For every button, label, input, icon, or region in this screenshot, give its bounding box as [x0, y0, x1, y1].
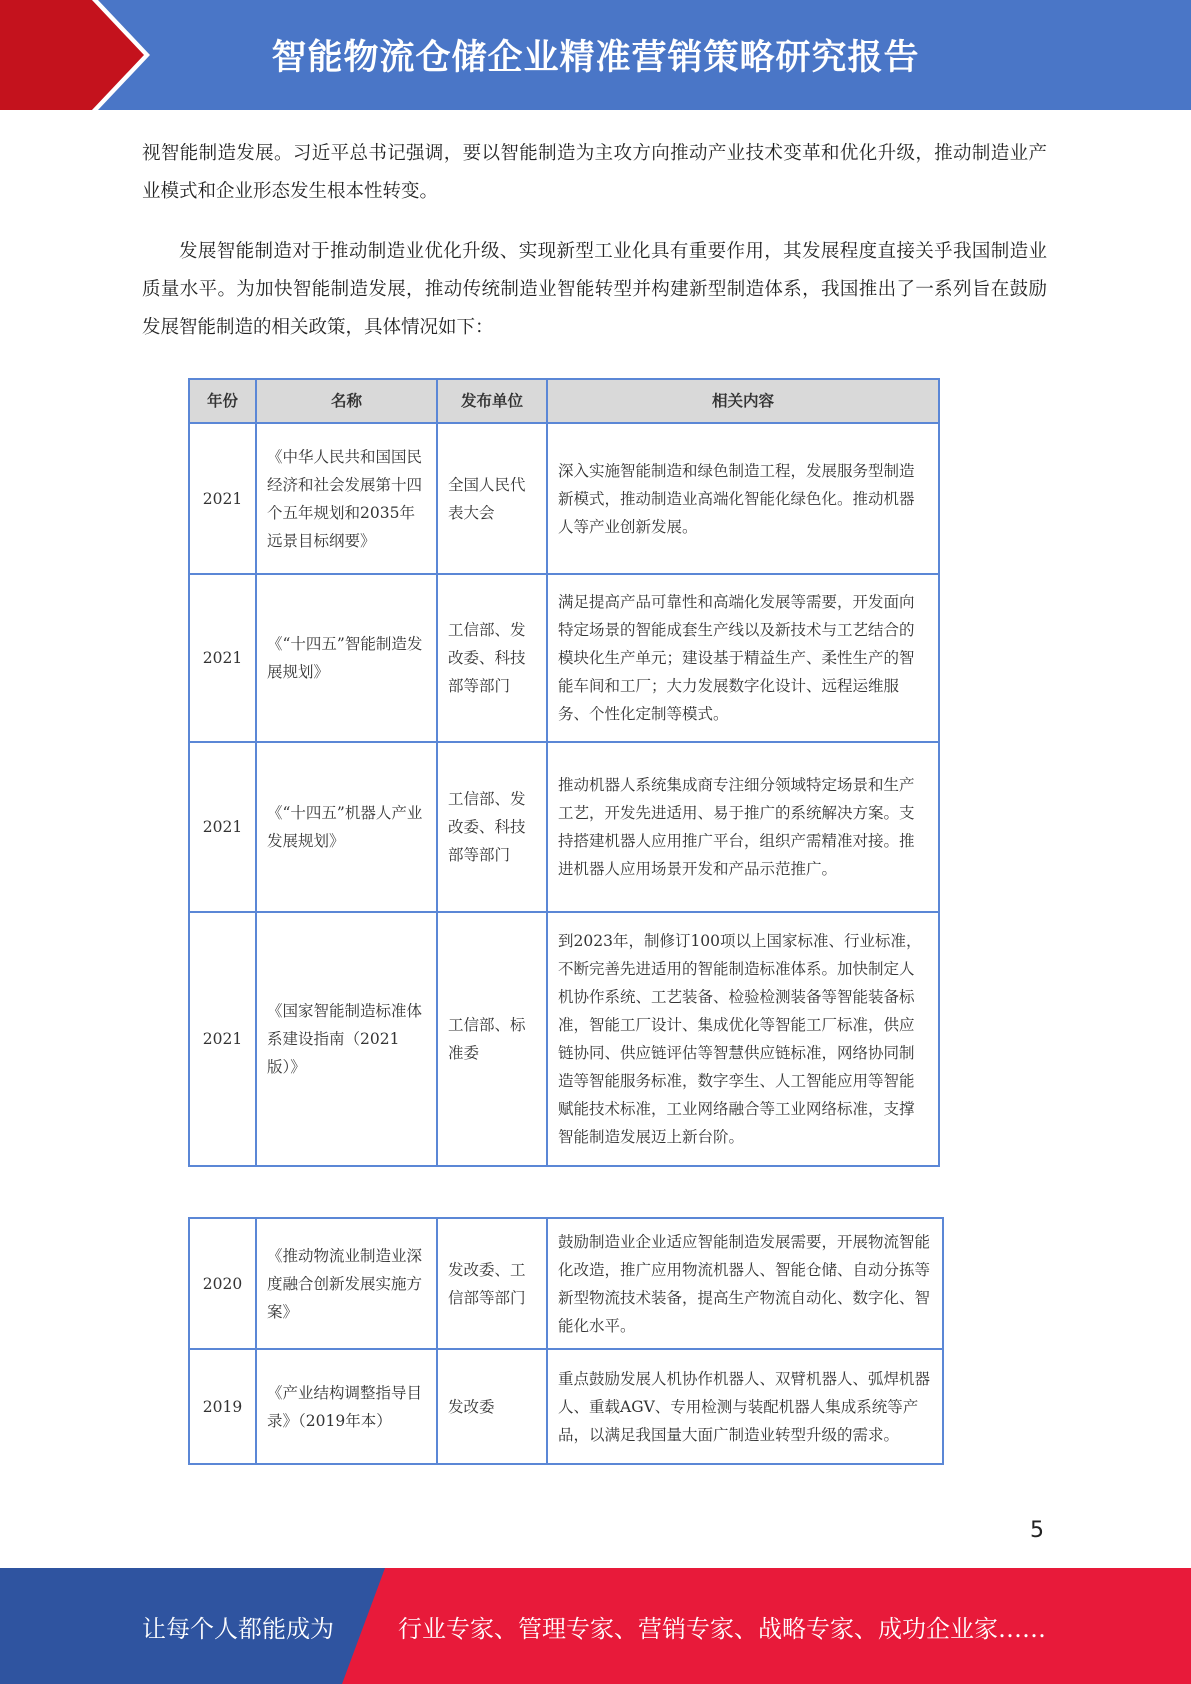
- header-content: 相关内容: [547, 379, 939, 423]
- policy-table: [188, 378, 940, 1167]
- cell-name: 《国家智能制造标准体系建设指南（2021版）》: [256, 912, 437, 1166]
- body-paragraph-1: 视智能制造发展。习近平总书记强调，要以智能制造为主攻方向推动产业技术变革和优化升级，推动制造业产业模式和企业形态发生根本性转变。: [142, 143, 1047, 202]
- cell-content: 重点鼓励发展人机协作机器人、双臂机器人、弧焊机器人、重载AGV、专用检测与装配机器人集成系统等产品，以满足我国量大面广制造业转型升级的需求。: [547, 1349, 943, 1464]
- cell-content: 满足提高产品可靠性和高端化发展等需要，开发面向特定场景的智能成套生产线以及新技术与工艺结合的模块化生产单元；建设基于精益生产、柔性生产的智能车间和工厂；大力发展数字化设计、远程运维服务、个性化定制等模式。: [547, 574, 939, 742]
- policy-table-continued: [188, 1217, 944, 1465]
- table-row: [189, 912, 939, 1166]
- header-name: 名称: [256, 379, 437, 423]
- cell-name: 《“十四五”机器人产业发展规划》: [256, 742, 437, 912]
- table-row: [189, 574, 939, 742]
- table-row: [189, 1349, 943, 1464]
- cell-unit: 工信部、发改委、科技部等部门: [437, 574, 547, 742]
- cell-name: 《“十四五”智能制造发展规划》: [256, 574, 437, 742]
- cell-name: 《推动物流业制造业深度融合创新发展实施方案》: [256, 1218, 437, 1349]
- cell-year: 2021: [189, 423, 256, 574]
- cell-year: 2019: [189, 1349, 256, 1464]
- table-row: [189, 742, 939, 912]
- footer-slogan-right: 行业专家、管理专家、营销专家、战略专家、成功企业家……: [398, 1614, 1046, 1643]
- cell-name: 《中华人民共和国国民经济和社会发展第十四个五年规划和2035年远景目标纲要》: [256, 423, 437, 574]
- footer-slogan-left: 让每个人都能成为: [142, 1614, 334, 1643]
- page-number: 5: [1030, 1518, 1044, 1543]
- cell-content: 推动机器人系统集成商专注细分领域特定场景和生产工艺，开发先进适用、易于推广的系统解决方案。支持搭建机器人应用推广平台，组织产需精准对接。推进机器人应用场景开发和产品示范推广。: [547, 742, 939, 912]
- page-header: [0, 0, 1191, 110]
- cell-year: 2021: [189, 912, 256, 1166]
- cell-unit: 全国人民代表大会: [437, 423, 547, 574]
- table-row: [189, 423, 939, 574]
- cell-content: 鼓励制造业企业适应智能制造发展需要，开展物流智能化改造，推广应用物流机器人、智能仓储、自动分拣等新型物流技术装备，提高生产物流自动化、数字化、智能化水平。: [547, 1218, 943, 1349]
- page-footer: [0, 1568, 1191, 1684]
- table-row: [189, 1218, 943, 1349]
- header-red-chevron: [0, 0, 150, 110]
- cell-content: 深入实施智能制造和绿色制造工程，发展服务型制造新模式，推动制造业高端化智能化绿色化。推动机器人等产业创新发展。: [547, 423, 939, 574]
- cell-unit: 工信部、标准委: [437, 912, 547, 1166]
- cell-name: 《产业结构调整指导目录》（2019年本）: [256, 1349, 437, 1464]
- table-header-row: [189, 379, 939, 423]
- header-unit: 发布单位: [437, 379, 547, 423]
- header-year: 年份: [189, 379, 256, 423]
- cell-year: 2021: [189, 574, 256, 742]
- body-paragraph-2: 发展智能制造对于推动制造业优化升级、实现新型工业化具有重要作用，其发展程度直接关乎我国制造业质量水平。为加快智能制造发展，推动传统制造业智能转型并构建新型制造体系，我国推出了一系列旨在鼓励发展智能制造的相关政策，具体情况如下：: [142, 241, 1047, 338]
- cell-year: 2020: [189, 1218, 256, 1349]
- cell-year: 2021: [189, 742, 256, 912]
- cell-content: 到2023年，制修订100项以上国家标准、行业标准，不断完善先进适用的智能制造标准体系。加快制定人机协作系统、工艺装备、检验检测装备等智能装备标准，智能工厂设计、集成优化等智能工厂标准，供应链协同、供应链评估等智慧供应链标准，网络协同制造等智能服务标准，数字孪生、人工智能应用等智能赋能技术标准，工业网络融合等工业网络标准，支撑智能制造发展迈上新台阶。: [547, 912, 939, 1166]
- report-title: 智能物流仓储企业精准营销策略研究报告: [271, 38, 920, 78]
- cell-unit: 工信部、发改委、科技部等部门: [437, 742, 547, 912]
- cell-unit: 发改委、工信部等部门: [437, 1218, 547, 1349]
- cell-unit: 发改委: [437, 1349, 547, 1464]
